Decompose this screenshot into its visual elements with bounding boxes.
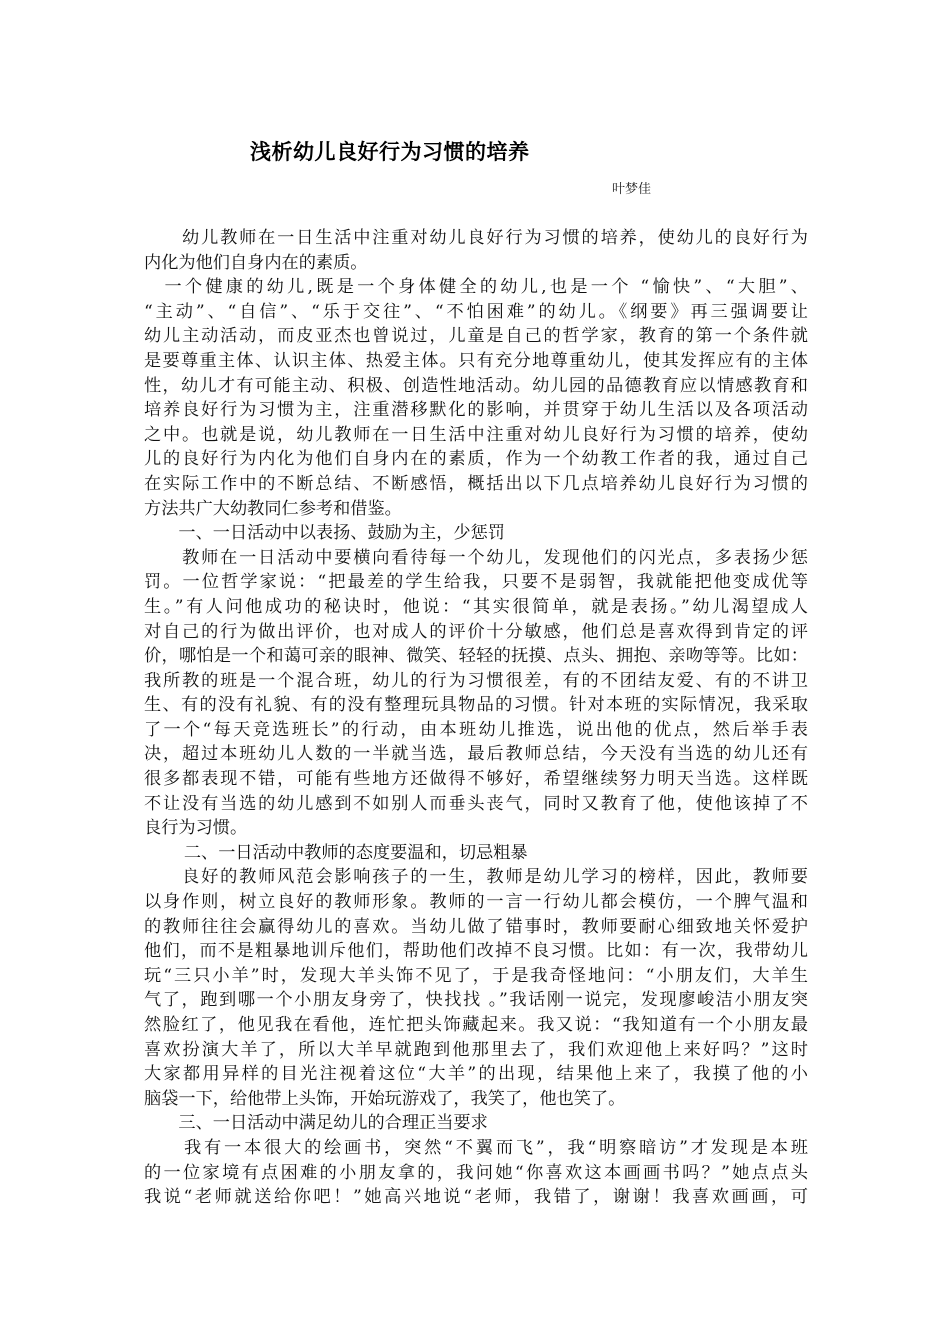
text-line: 对自己的行为做出评价，也对成人的评价十分敏感，他们总是喜欢得到肯定的评 xyxy=(144,621,808,642)
text-line: 然脸红了，他见我在看他，连忙把头饰藏起来。我又说：“我知道有一个小朋友最 xyxy=(144,1015,808,1035)
text-line: 以身作则，树立良好的教师形象。教师的一言一行幼儿都会模仿，一个脾气温和 xyxy=(144,892,808,913)
text-line: 我有一本很大的绘画书，突然“不翼而飞”，我“明察暗访”才发现是本班 xyxy=(144,1137,808,1158)
text-line: 幼儿主动活动，而皮亚杰也曾说过，儿童是自己的哲学家，教育的第一个条件就 xyxy=(144,326,808,347)
text-line: 三、一日活动中满足幼儿的合理正当要求 xyxy=(144,1113,488,1134)
text-line: 我所教的班是一个混合班，幼儿的行为习惯很差，有的不团结友爱、有的不讲卫 xyxy=(144,670,808,691)
text-line: 喜欢扮演大羊了，所以大羊早就跑到他那里去了，我们欢迎他上来好吗？”这时 xyxy=(144,1039,808,1060)
text-line: 气了，跑到哪一个小朋友身旁了，快找找 。”我话刚一说完，发现廖峻洁小朋友突 xyxy=(144,990,808,1011)
text-line: 培养良好行为习惯为主，注重潜移默化的影响，并贯穿于幼儿生活以及各项活动 xyxy=(144,400,808,421)
text-line: 大家都用异样的目光注视着这位“大羊”的出现，结果他上来了，我摸了他的小 xyxy=(144,1064,808,1085)
document-title: 浅析幼儿良好行为习惯的培养 xyxy=(250,140,530,164)
document-body xyxy=(144,226,808,1210)
text-line: 玩“三只小羊”时，发现大羊头饰不见了，于是我奇怪地问：“小朋友们，大羊生 xyxy=(144,965,808,986)
text-line: 幼儿教师在一日生活中注重对幼儿良好行为习惯的培养，使幼儿的良好行为 xyxy=(144,228,808,248)
text-line: 方法共广大幼教同仁参考和借鉴。 xyxy=(144,498,402,519)
text-line: 二、一日活动中教师的态度要温和，切忌粗暴 xyxy=(144,842,528,863)
text-line: 生、有的没有礼貌、有的没有整理玩具物品的习惯。针对本班的实际情况，我采取 xyxy=(144,695,808,716)
text-line: 很多都表现不错，可能有些地方还做得不够好，希望继续努力明天当选。这样既 xyxy=(144,769,808,790)
text-line: “主动”、“自信”、“乐于交往”、“不怕困难”的幼儿。《纲要》再三强调要让 xyxy=(144,301,808,322)
text-line: 一个健康的幼儿,既是一个身体健全的幼儿,也是一个 “愉快”、“大胆”、 xyxy=(144,277,808,298)
text-line: 在实际工作中的不断总结、不断感悟，概括出以下几点培养幼儿良好行为习惯的 xyxy=(144,473,808,494)
text-line: 他们，而不是粗暴地训斥他们，帮助他们改掉不良习惯。比如：有一次，我带幼儿 xyxy=(144,941,808,962)
text-line: 不让没有当选的幼儿感到不如别人而垂头丧气，同时又教育了他，使他该掉了不 xyxy=(144,793,808,814)
text-line: 了一个“每天竞选班长”的行动，由本班幼儿推选，说出他的优点，然后举手表 xyxy=(144,719,808,740)
text-line: 之中。也就是说，幼儿教师在一日生活中注重对幼儿良好行为习惯的培养，使幼 xyxy=(144,424,808,445)
text-line: 内化为他们自身内在的素质。 xyxy=(144,252,368,273)
text-line: 我说“老师就送给你吧！”她高兴地说“老师，我错了，谢谢！我喜欢画画，可 xyxy=(144,1187,808,1208)
author-name: 叶梦佳 xyxy=(612,182,652,197)
text-line: 良行为习惯。 xyxy=(144,818,248,839)
text-line: 性，幼儿才有可能主动、积极、创造性地活动。幼儿园的品德教育应以情感教育和 xyxy=(144,375,808,396)
text-line: 的一位家境有点困难的小朋友拿的，我问她“你喜欢这本画画书吗？”她点点头 xyxy=(144,1162,808,1183)
text-line: 一、一日活动中以表扬、鼓励为主，少惩罚 xyxy=(144,523,505,544)
text-line: 良好的教师风范会影响孩子的一生，教师是幼儿学习的榜样，因此，教师要 xyxy=(144,867,808,888)
text-line: 价，哪怕是一个和蔼可亲的眼神、微笑、轻轻的抚摸、点头、拥抱、亲吻等等。比如： xyxy=(144,646,808,667)
text-line: 教师在一日活动中要横向看待每一个幼儿，发现他们的闪光点，多表扬少惩 xyxy=(144,547,808,568)
text-line: 儿的良好行为内化为他们自身内在的素质，作为一个幼教工作者的我，通过自己 xyxy=(144,449,808,470)
text-line: 生。”有人问他成功的秘诀时，他说：“其实很简单，就是表扬。”幼儿渴望成人 xyxy=(144,596,808,617)
text-line: 罚。一位哲学家说：“把最差的学生给我，只要不是弱智，我就能把他变成优等 xyxy=(144,572,808,593)
text-line: 脑袋一下，给他带上头饰，开始玩游戏了，我笑了，他也笑了。 xyxy=(144,1088,626,1109)
text-line: 决，超过本班幼儿人数的一半就当选，最后教师总结，今天没有当选的幼儿还有 xyxy=(144,744,808,765)
text-line: 是要尊重主体、认识主体、热爱主体。只有充分地尊重幼儿，使其发挥应有的主体 xyxy=(144,350,808,371)
text-line: 的教师往往会赢得幼儿的喜欢。当幼儿做了错事时，教师要耐心细致地关怀爱护 xyxy=(144,916,808,937)
